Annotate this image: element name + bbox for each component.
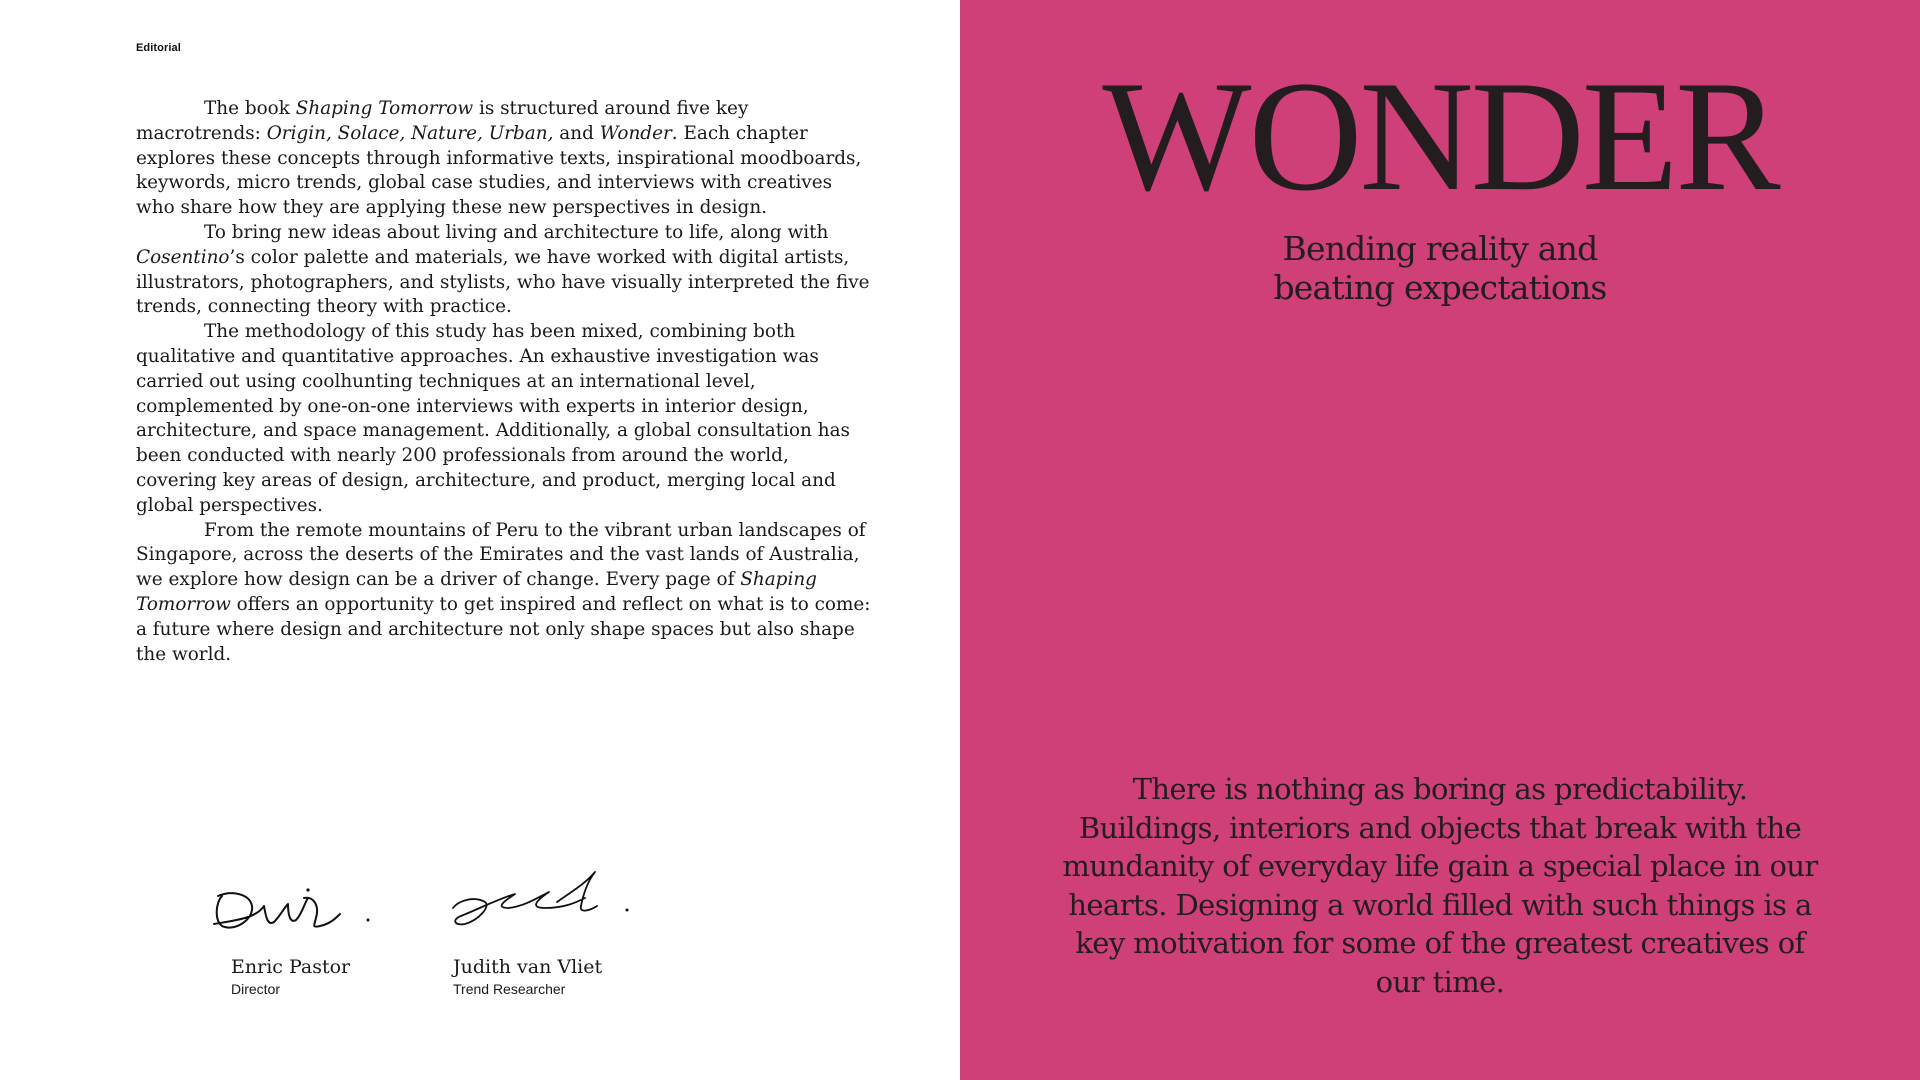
wonder-chapter-page [960, 0, 1920, 1080]
paragraph-1 [136, 97, 872, 221]
chapter-subtitle-line-2: beating expectations [1273, 268, 1607, 307]
paragraph-1-text-c: and [553, 122, 600, 144]
paragraph-1-text-d: . Each chapter explores these concepts through informative texts, inspirational moodboards, keywords, micro trends, global case studies, and interviews with creatives who share how they are applying these new perspectives in design. [136, 122, 862, 219]
macrotrends-italic: Origin, Solace, Nature, Urban, [266, 122, 554, 144]
paragraph-2-text-a: To bring new ideas about living and architecture to life, along with [204, 221, 829, 243]
section-label: Editorial [136, 42, 181, 54]
signer-role-judith: Trend Researcher [453, 981, 566, 997]
paragraph-3 [136, 320, 872, 518]
paragraph-2 [136, 221, 872, 320]
paragraph-4-text-a: From the remote mountains of Peru to the vibrant urban landscapes of Singapore, across the deserts of the Emirates and the vast lands of Australia, we explore how design can be a driver of change. Every page of [136, 519, 866, 591]
paragraph-4-text-b: offers an opportunity to get inspired and reflect on what is to come: a future where design and architecture not only shape spaces but also shape the world. [136, 593, 871, 665]
chapter-subtitle [960, 229, 1920, 307]
paragraph-3-text: The methodology of this study has been mixed, combining both qualitative and quantitative approaches. An exhaustive investigation was carried out using coolhunting techniques at an international level, complemented by one-on-one interviews with experts in interior design, architecture, and space management. Additionally, a global consultation has been conducted with nearly 200 professionals from around the world, covering key areas of design, architecture, and product, merging local and global perspectives. [136, 321, 850, 516]
signature-judith-van-vliet [445, 862, 635, 932]
signer-name-judith: Judith van Vliet [453, 956, 603, 978]
book-title-italic-2: Shaping Tomorrow [136, 569, 817, 615]
cosentino-italic: Cosentino [136, 246, 230, 268]
paragraph-2-text-b: ’s color palette and materials, we have worked with digital artists, illustrators, photographers, and stylists, who have visually interpreted the five trends, connecting theory with practice. [136, 246, 870, 318]
editorial-body [136, 97, 872, 667]
chapter-title: WONDER [1102, 49, 1778, 224]
book-title-italic: Shaping Tomorrow [295, 98, 474, 119]
chapter-intro-quote: There is nothing as boring as predictability. Buildings, interiors and objects that break with the mundanity of everyday life gain a special place in our hearts. Designing a world filled with such things is a key motivation for some of the greatest creatives of our time. [1062, 772, 1818, 999]
chapter-subtitle-line-1: Bending reality and [1282, 229, 1598, 268]
signer-role-enric: Director [231, 981, 281, 997]
signature-enric-pastor [208, 868, 373, 938]
wonder-italic: Wonder [599, 122, 672, 144]
paragraph-1-text-b: is structured around five key macrotrends: [136, 98, 749, 144]
paragraph-1-text-a: The book [204, 98, 296, 119]
paragraph-4 [136, 519, 872, 668]
signer-name-enric: Enric Pastor [231, 956, 351, 978]
